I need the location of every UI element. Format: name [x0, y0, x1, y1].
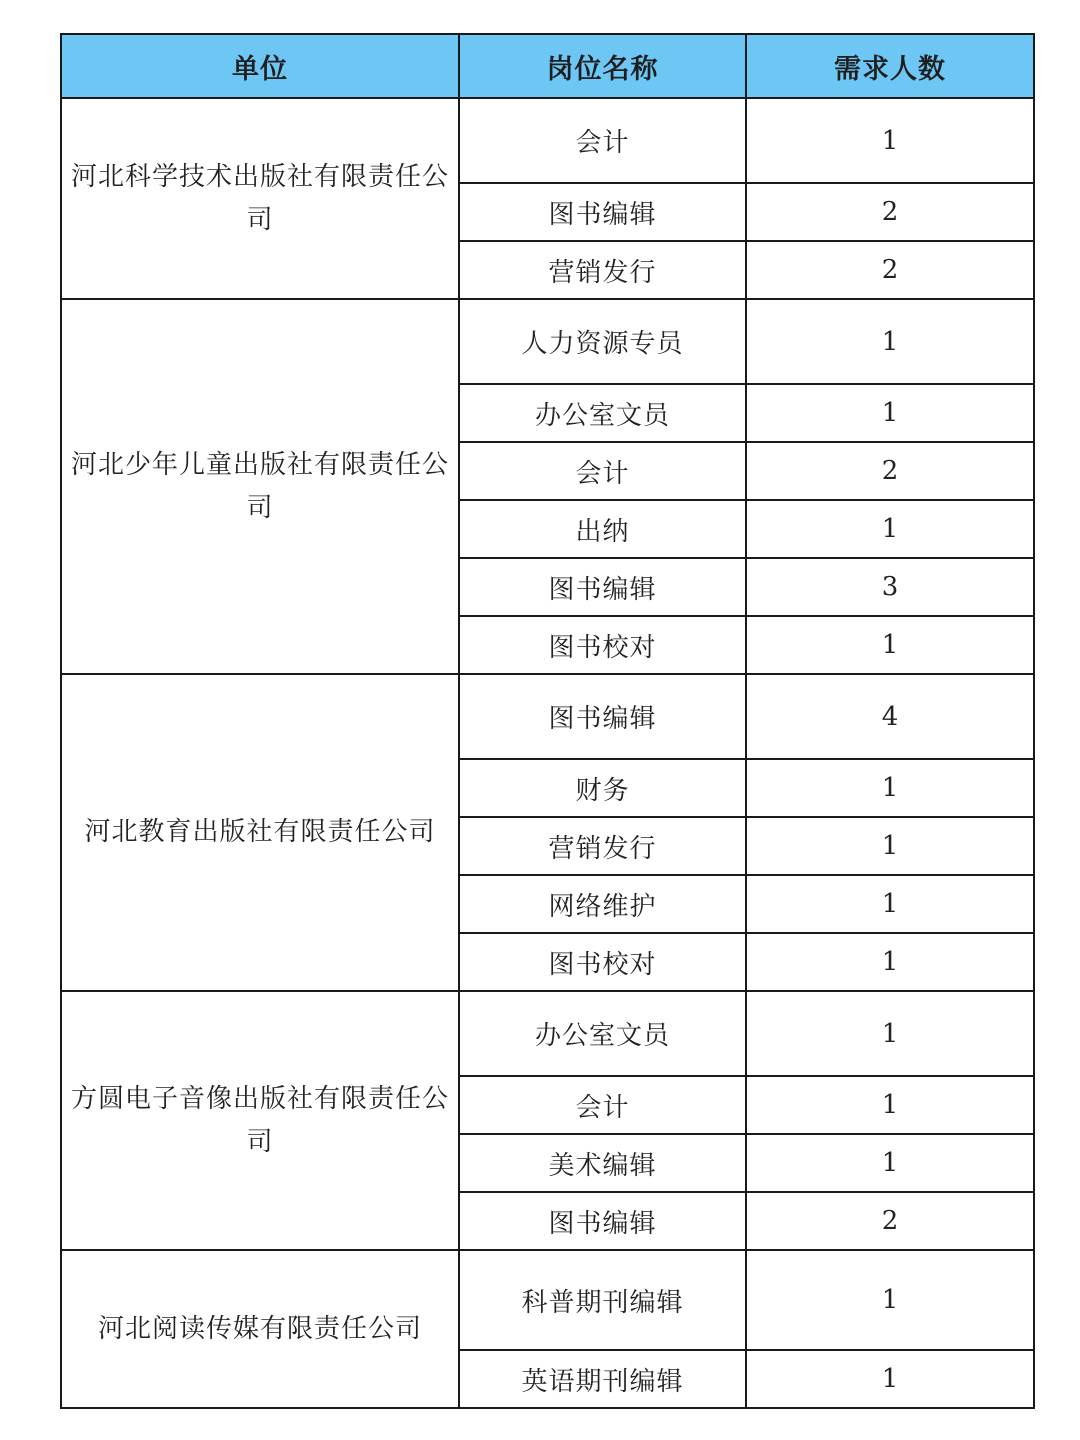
header-position: 岗位名称 [459, 34, 746, 98]
position-cell: 图书编辑 [459, 1192, 746, 1250]
table-row [61, 674, 1034, 759]
count-cell: 1 [746, 384, 1034, 442]
table-row [61, 1250, 1034, 1350]
position-cell: 图书校对 [459, 616, 746, 674]
count-cell: 4 [746, 674, 1034, 759]
position-cell: 办公室文员 [459, 991, 746, 1076]
position-cell: 办公室文员 [459, 384, 746, 442]
position-cell: 会计 [459, 1076, 746, 1134]
count-cell: 3 [746, 558, 1034, 616]
table-header-row [61, 34, 1034, 98]
count-cell: 2 [746, 183, 1034, 241]
unit-cell: 河北少年儿童出版社有限责任公司 [61, 299, 459, 674]
count-cell: 1 [746, 759, 1034, 817]
count-cell: 1 [746, 1350, 1034, 1408]
position-cell: 会计 [459, 442, 746, 500]
recruitment-table [60, 33, 1035, 1409]
position-cell: 图书编辑 [459, 183, 746, 241]
header-count: 需求人数 [746, 34, 1034, 98]
header-unit: 单位 [61, 34, 459, 98]
position-cell: 会计 [459, 98, 746, 183]
position-cell: 科普期刊编辑 [459, 1250, 746, 1350]
recruitment-table-container [60, 33, 1033, 1409]
position-cell: 营销发行 [459, 241, 746, 299]
unit-cell: 河北阅读传媒有限责任公司 [61, 1250, 459, 1408]
position-cell: 图书编辑 [459, 674, 746, 759]
position-cell: 营销发行 [459, 817, 746, 875]
position-cell: 英语期刊编辑 [459, 1350, 746, 1408]
count-cell: 1 [746, 933, 1034, 991]
unit-cell: 方圆电子音像出版社有限责任公司 [61, 991, 459, 1250]
position-cell: 出纳 [459, 500, 746, 558]
count-cell: 1 [746, 98, 1034, 183]
position-cell: 图书编辑 [459, 558, 746, 616]
count-cell: 1 [746, 1076, 1034, 1134]
count-cell: 1 [746, 616, 1034, 674]
count-cell: 1 [746, 1250, 1034, 1350]
count-cell: 2 [746, 241, 1034, 299]
unit-cell: 河北教育出版社有限责任公司 [61, 674, 459, 991]
position-cell: 美术编辑 [459, 1134, 746, 1192]
count-cell: 1 [746, 991, 1034, 1076]
table-row [61, 98, 1034, 183]
count-cell: 2 [746, 442, 1034, 500]
position-cell: 人力资源专员 [459, 299, 746, 384]
count-cell: 1 [746, 299, 1034, 384]
unit-cell: 河北科学技术出版社有限责任公司 [61, 98, 459, 299]
position-cell: 图书校对 [459, 933, 746, 991]
table-row [61, 299, 1034, 384]
count-cell: 1 [746, 1134, 1034, 1192]
count-cell: 2 [746, 1192, 1034, 1250]
position-cell: 财务 [459, 759, 746, 817]
count-cell: 1 [746, 500, 1034, 558]
position-cell: 网络维护 [459, 875, 746, 933]
count-cell: 1 [746, 875, 1034, 933]
table-row [61, 991, 1034, 1076]
count-cell: 1 [746, 817, 1034, 875]
